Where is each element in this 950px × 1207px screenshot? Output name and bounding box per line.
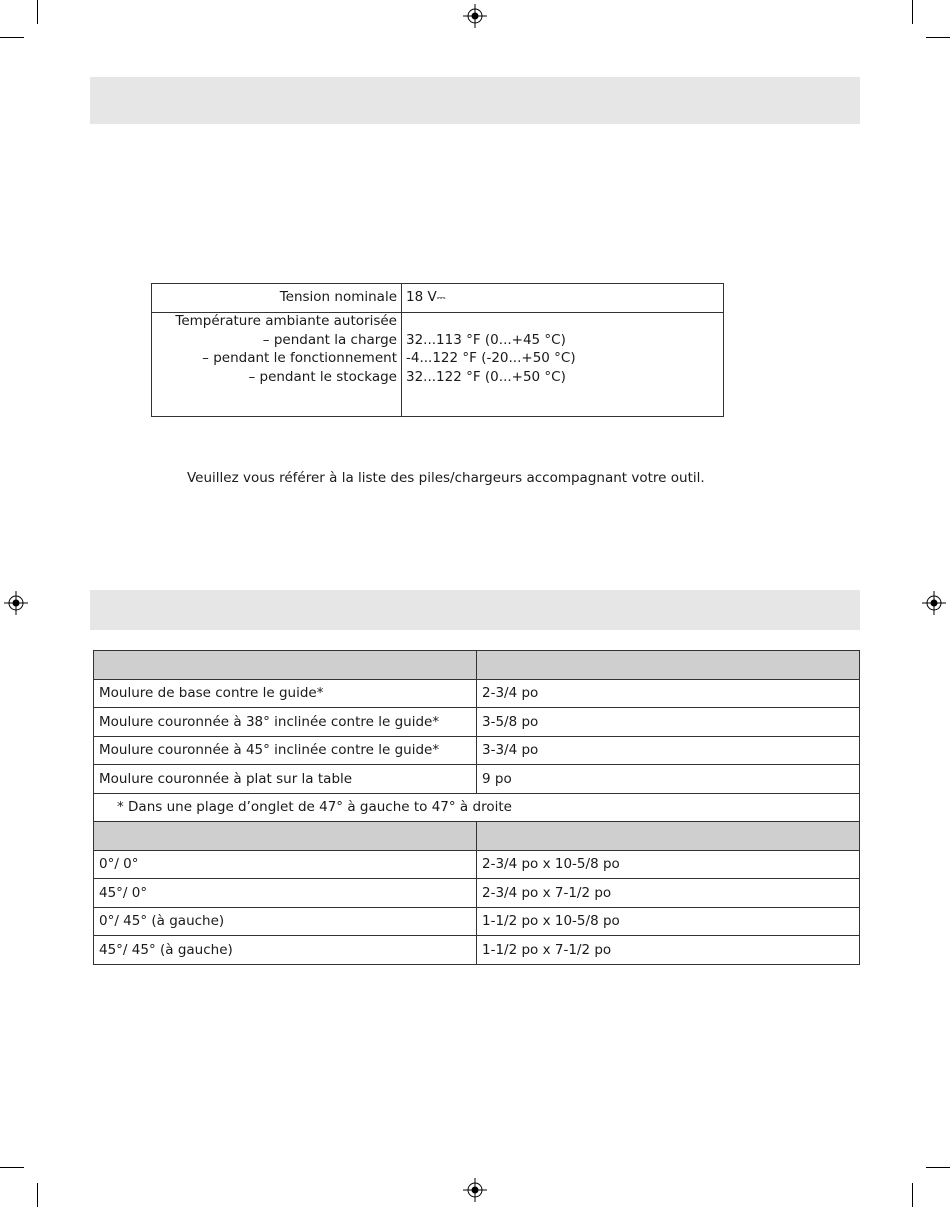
crop-mark-top-left-h (0, 37, 24, 38)
section-header-band (90, 77, 860, 124)
capacity-table (93, 650, 860, 965)
table-row: Moulure couronnée à plat sur la table 9 po (94, 765, 860, 794)
registration-mark-icon (463, 4, 487, 28)
crop-mark-bottom-left-h (0, 1167, 24, 1168)
table-row: 0°/ 0° 2-3/4 po x 10-5/8 po (94, 850, 860, 879)
table-row: Moulure couronnée à 45° inclinée contre le guide* 3-3/4 po (94, 736, 860, 765)
spec-value-cell: 32...113 °F (0...+45 °C) -4...122 °F (-20...+50 °C) 32...122 °F (0...+50 °C) (406, 331, 576, 385)
crop-mark-bottom-right-h (926, 1167, 950, 1168)
table-row: Moulure de base contre le guide* 2-3/4 po (94, 679, 860, 708)
crop-mark-top-right-v (912, 0, 913, 24)
spec-value-cell: 18 V⎓ (406, 289, 446, 305)
crop-mark-bottom-right-v (912, 1183, 913, 1207)
table-header-row (94, 822, 860, 851)
registration-mark-icon (4, 591, 28, 615)
crop-mark-bottom-left-v (37, 1183, 38, 1207)
spec-label-cell: Température ambiante autorisée – pendant la charge – pendant le fonctionnement – pendant le stockage (175, 313, 397, 385)
spec-label-cell: Tension nominale (279, 289, 397, 305)
registration-mark-icon (463, 1178, 487, 1202)
table-row: Moulure couronnée à 38° inclinée contre le guide* 3-5/8 po (94, 708, 860, 737)
table-header-row (94, 651, 860, 680)
table-footnote-row: * Dans une plage d’onglet de 47° à gauche to 47° à droite (94, 793, 860, 822)
registration-mark-icon (922, 591, 946, 615)
battery-note: Veuillez vous référer à la liste des piles/chargeurs accompagnant votre outil. (187, 470, 705, 486)
table-row: 45°/ 45° (à gauche) 1-1/2 po x 7-1/2 po (94, 936, 860, 965)
dc-symbol-icon: ⎓ (436, 291, 446, 304)
crop-mark-top-left-v (37, 0, 38, 24)
battery-spec-table (151, 283, 724, 417)
crop-mark-top-right-h (926, 37, 950, 38)
section-header-band (90, 590, 860, 630)
table-row: 0°/ 45° (à gauche) 1-1/2 po x 10-5/8 po (94, 907, 860, 936)
table-row: 45°/ 0° 2-3/4 po x 7-1/2 po (94, 879, 860, 908)
